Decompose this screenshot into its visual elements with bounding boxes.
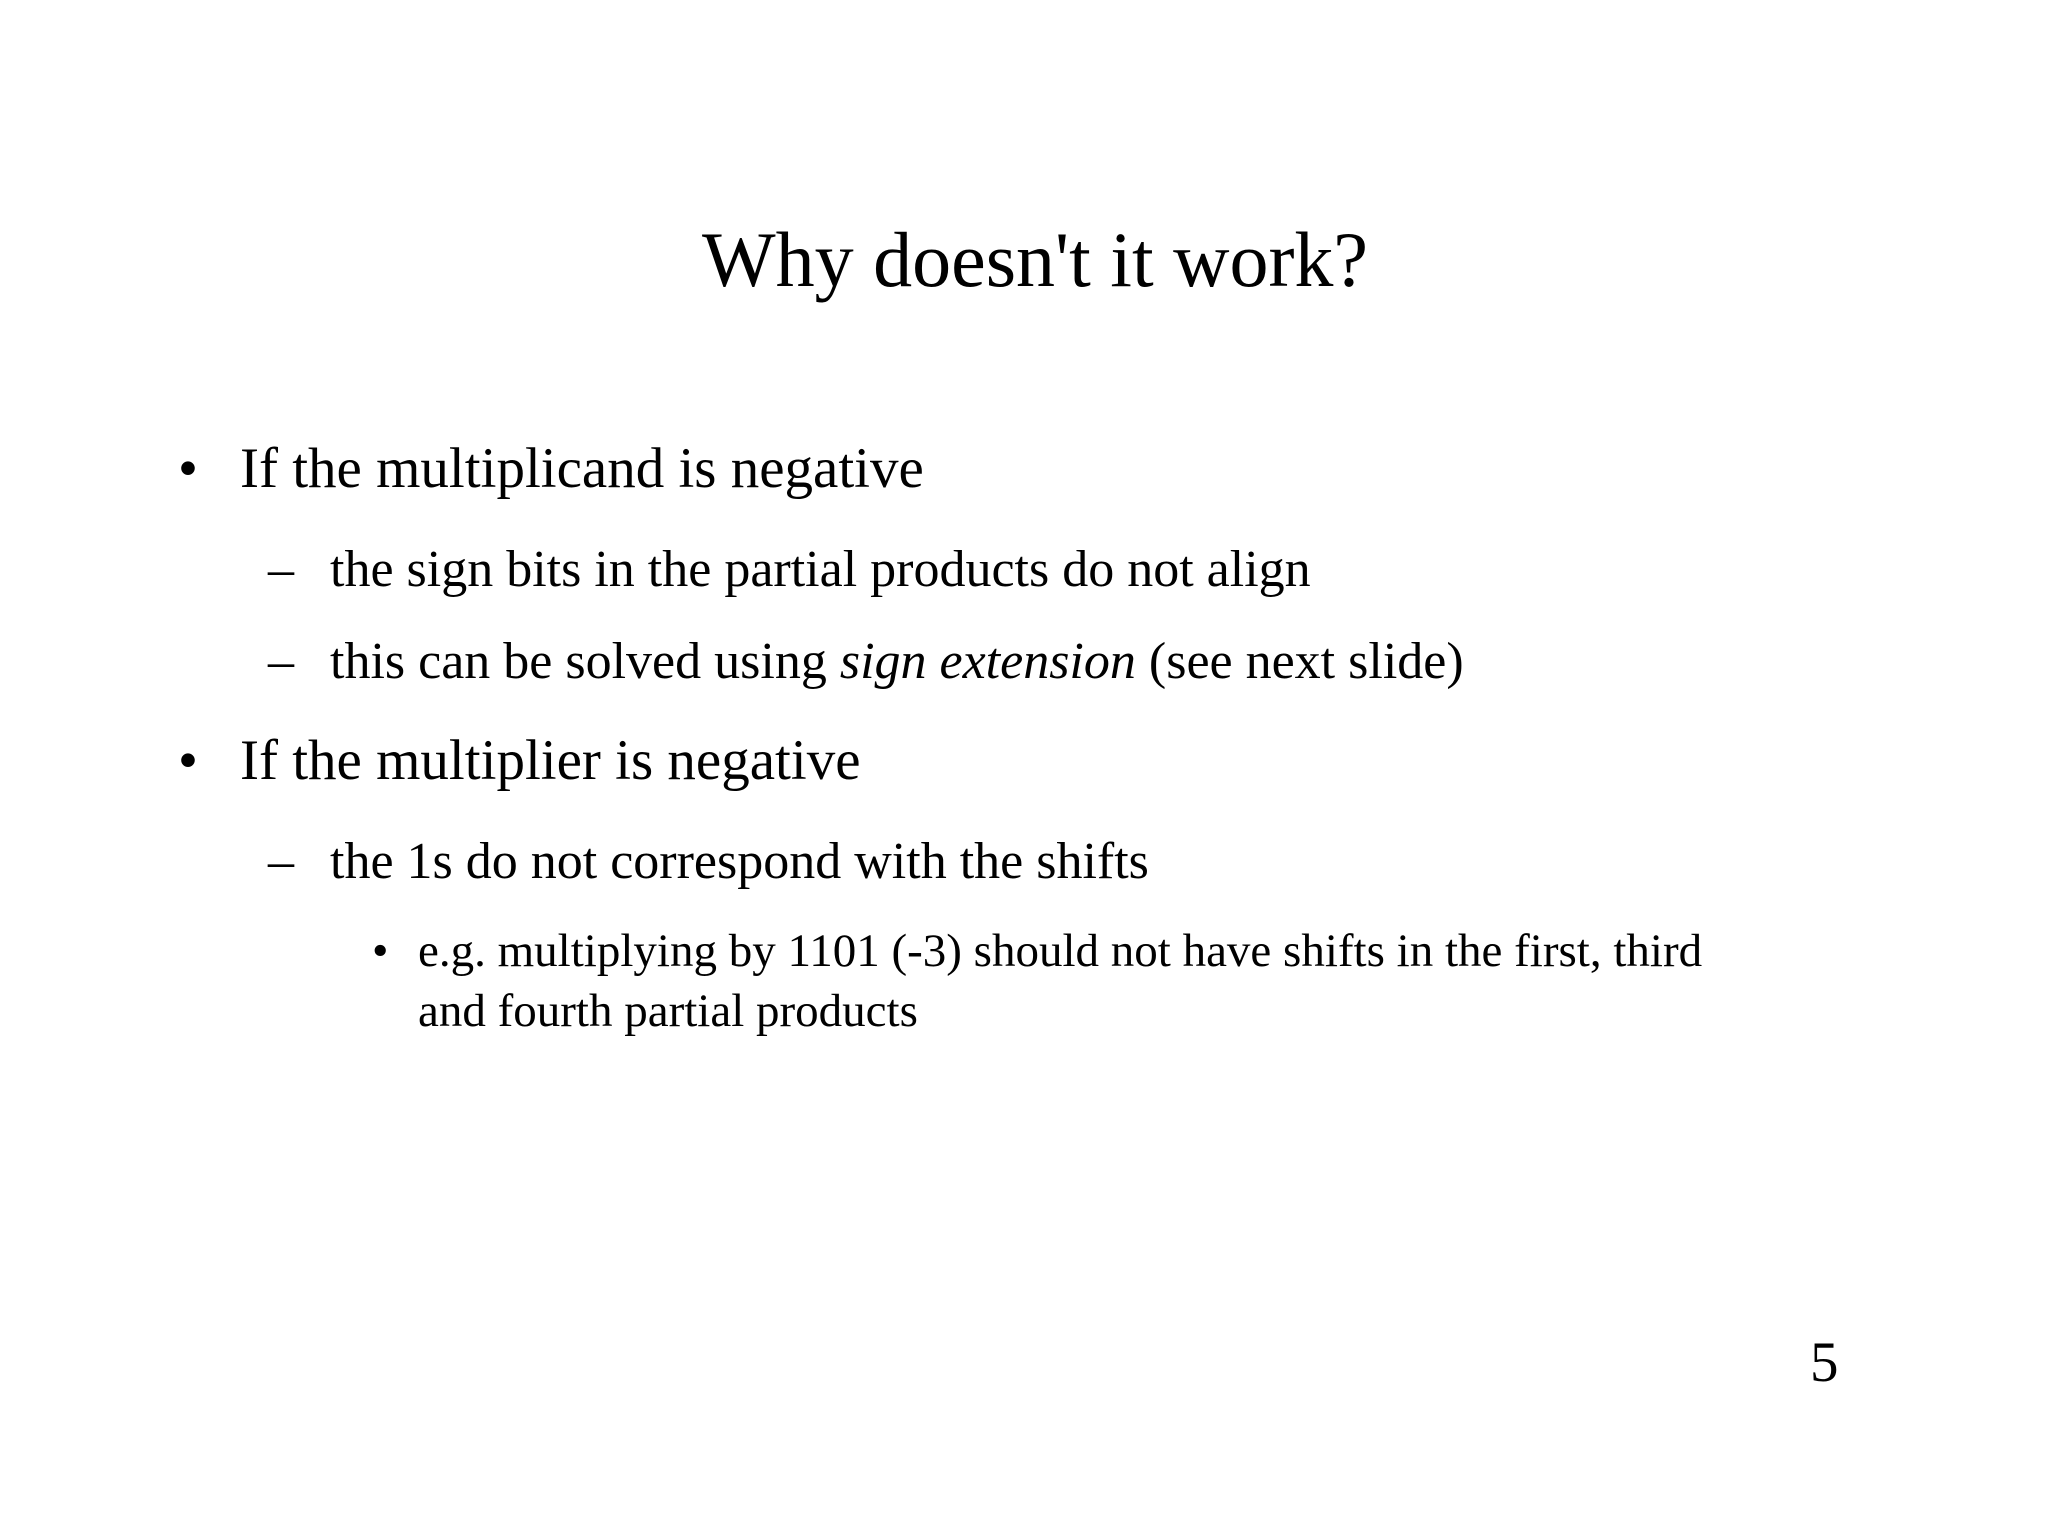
sub-sub-bullet-text-line2: and fourth partial products xyxy=(418,985,918,1037)
bullet-text: If the multiplier is negative xyxy=(240,729,861,792)
bullet-text: If the multiplicand is negative xyxy=(240,437,924,500)
sub-bullet-text xyxy=(330,630,1464,694)
bullet-marker: • xyxy=(372,925,389,977)
page-number: 5 xyxy=(1810,1331,1839,1394)
bullet-marker: • xyxy=(178,729,198,792)
slide-title: Why doesn't it work? xyxy=(701,216,1369,303)
sub-bullet-text: the sign bits in the partial products do not align xyxy=(330,541,1311,598)
sub-bullet-text: the 1s do not correspond with the shifts xyxy=(330,833,1149,890)
text-segment: (see next slide) xyxy=(1135,633,1464,690)
dash-marker: – xyxy=(268,833,294,890)
bullet-marker: • xyxy=(178,437,198,500)
sub-sub-bullet-text-line1: e.g. multiplying by 1101 (-3) should not have shifts in the first, third xyxy=(418,925,1703,977)
italic-term: sign extension xyxy=(839,633,1136,690)
dash-marker: – xyxy=(268,541,294,598)
dash-marker: – xyxy=(268,633,294,690)
text-segment: this can be solved using xyxy=(330,633,840,690)
